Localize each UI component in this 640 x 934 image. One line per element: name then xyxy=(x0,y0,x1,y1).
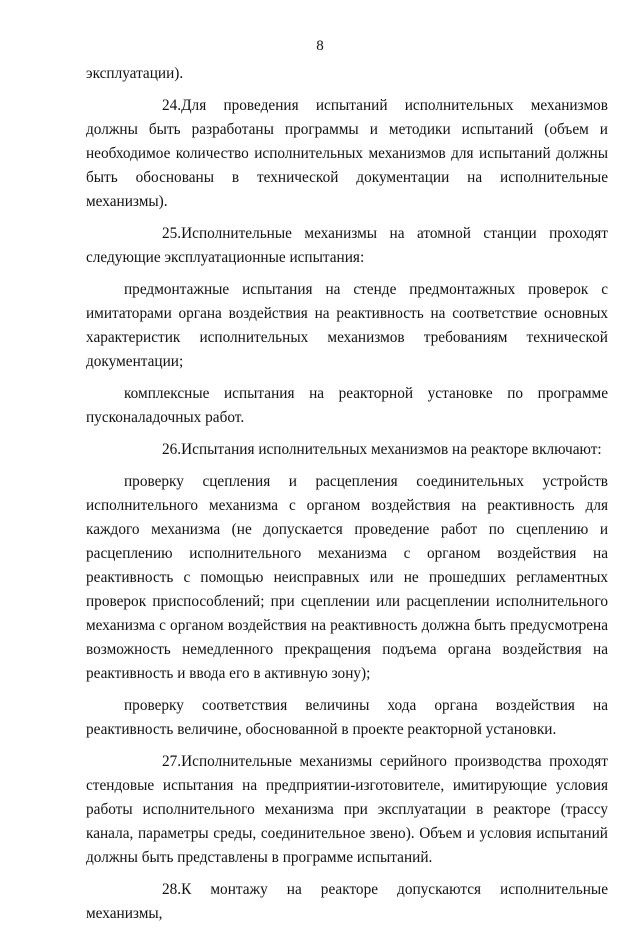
document-body xyxy=(86,62,608,934)
paragraph-number: 27. xyxy=(162,753,182,770)
paragraph-continuation xyxy=(86,62,608,86)
paragraph-text: К монтажу на реакторе допускаются исполнительные механизмы, xyxy=(86,881,608,922)
paragraph-text: комплексные испытания на реакторной установке по программе пусконаладочных работ. xyxy=(86,385,608,426)
list-item-complex-tests xyxy=(86,382,608,430)
paragraph-text: Исполнительные механизмы на атомной станции проходят следующие эксплуатационные испытания: xyxy=(86,225,608,266)
paragraph-text: проверку сцепления и расцепления соединительных устройств исполнительного механизма с органом воздействия на реактивность для каждого механизма (не допускается проведение работ по сцеплению и расцеплению исполнительного механизма с органом воздействия на реактивность с помощью неисправных или не прошедших регламентных проверок приспособлений; при сцеплении или расцеплении исполнительного механизма с органом воздействия на реактивность должна быть предусмотрена возможность немедленного прекращения подъема органа воздействия на реактивность и ввода его в активную зону); xyxy=(86,473,608,682)
paragraph-26 xyxy=(86,438,608,462)
paragraph-text: предмонтажные испытания на стенде предмонтажных проверок с имитаторами органа воздействия на реактивность на соответствие основных характеристик исполнительных механизмов требованиям технической документации; xyxy=(86,281,608,370)
paragraph-number: 25. xyxy=(162,225,182,242)
paragraph-text: Испытания исполнительных механизмов на реакторе включают: xyxy=(181,441,602,458)
list-item-preassembly-tests xyxy=(86,278,608,374)
paragraph-text: проверку соответствия величины хода органа воздействия на реактивность величине, обоснованной в проекте реакторной установки. xyxy=(86,697,608,738)
paragraph-text: эксплуатации). xyxy=(86,65,184,82)
paragraph-27 xyxy=(86,750,608,870)
list-item-stroke-check xyxy=(86,694,608,742)
paragraph-28 xyxy=(86,878,608,926)
paragraph-25 xyxy=(86,222,608,270)
paragraph-text: Исполнительные механизмы серийного производства проходят стендовые испытания на предприятии-изготовителе, имитирующие условия работы исполнительного механизма при эксплуатации в реакторе (трассу канала, параметры среды, соединительное звено). Объем и условия испытаний должны быть представлены в программе испытаний. xyxy=(86,753,608,866)
paragraph-24 xyxy=(86,94,608,214)
paragraph-number: 26. xyxy=(162,441,182,458)
list-item-coupling-check xyxy=(86,470,608,686)
paragraph-text: Для проведения испытаний исполнительных механизмов должны быть разработаны программы и методики испытаний (объем и необходимое количество исполнительных механизмов для испытаний должны быть обоснованы в технической документации на исполнительные механизмы). xyxy=(86,97,608,210)
paragraph-number: 28. xyxy=(162,881,182,898)
page-number: 8 xyxy=(316,38,324,54)
paragraph-number: 24. xyxy=(162,97,182,114)
